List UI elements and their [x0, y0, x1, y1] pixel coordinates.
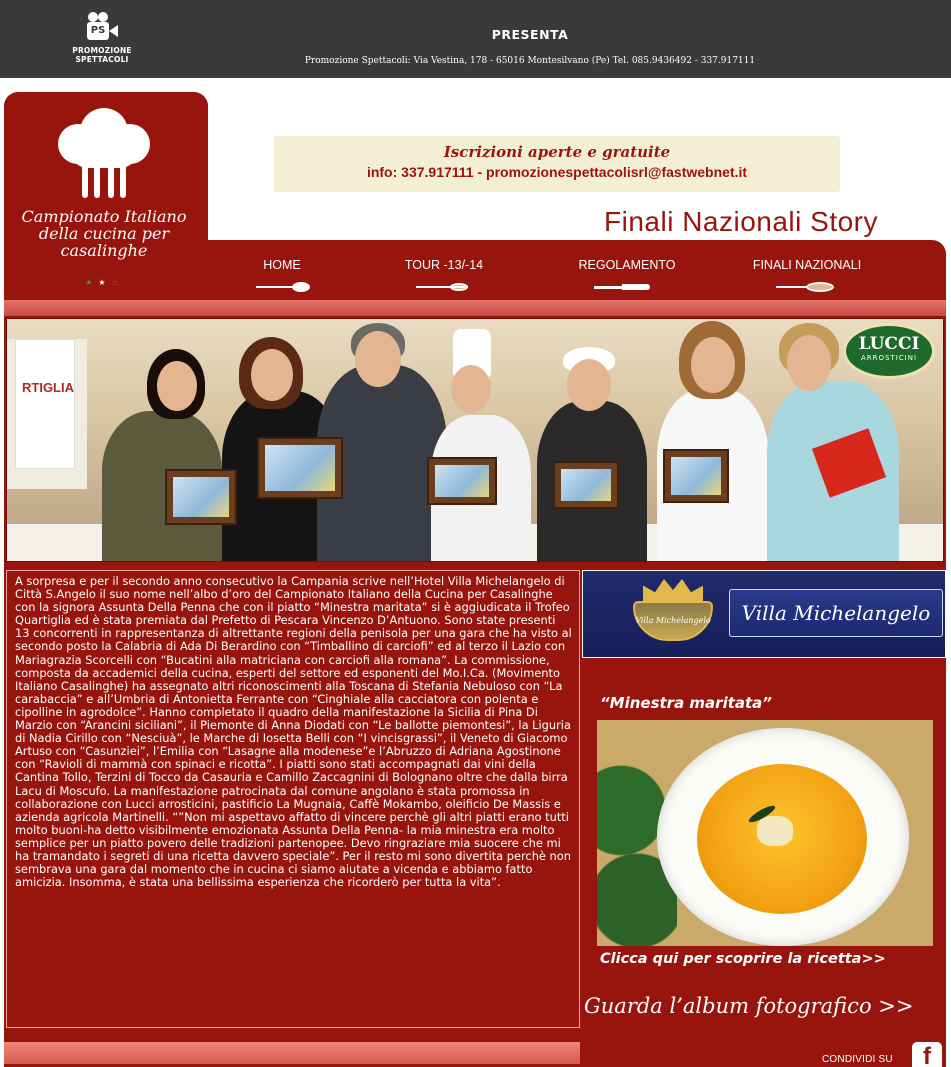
album-link[interactable]: Guarda l’album fotografico >>: [584, 994, 914, 1018]
fork-silhouette: [82, 154, 88, 198]
article-text: A sorpresa e per il secondo anno consecutivo la Campania scrive nell’Hotel Villa Michelangelo di Città S.Angelo il suo nome nell’albo d’oro del Campionato Italiano della Cucina per Casalinghe con la signora Assunta Della Penna che con il piatto “Minestra maritata” si è aggiudicata il Trofeo Quartiglia ed è stata premiata dal Prefetto di Pescara Vincenzo D’Antuono. Sono state presenti 13 concorrenti in rappresentanza di altrettante regioni della penisola per una gara che ha visto al secondo posto la Calabria di Ada Di Berardino con “Timballino di carciofi” ed al terzo il Lazio con Mariagrazia Scorcelli con “Bucatini alla matriciana con carciofi alla romana”. La commissione, composta da accademici della cucina, esperti del settore ed esponenti del Mo.I.Ca. (Movimento Italiano Casalinghe) ha assegnato altri riconoscimenti alla Toscana di Stefania Nebuloso con “La carabaccia” e all’Umbria di Antonietta Ferrante con “Cinghiale alla cacciatora con polenta e cipolline in agrodolce”. Hanno completato il quadro della manifestazione la Sicilia di Pina Di Marzio con “Arancini siciliani”, il Piemonte di Anna Diodati con “Le ballotte piemontesi”, la Liguria di Nadia Cirillo con “Nesciuà”, le Marche di Iosetta Belli con “I vincisgrassi”, il Veneto di Giacomo Artuso con “Casunziei”, l’Emilia con “Lasagne alla modenese”e l’Abruzzo di Adriana Agostinone con “Ravioli di mammà con spinaci e ricotta”. I piatti sono stati accompagnati dai vini della Cantina Tollo, Terzini di Tocco da Casauria e Camillo Zaccagnini di Bolognano oltre che dalla birra Lacu di Moscufo. La manifestazione patrocinata dal comune angolano è stata promossa in collaborazione con Lucci arrosticini, pastificio La Mugnaia, Caffè Mokambo, oleificio De Massis e azienda agricola Martinelli. “”Non mi aspettavo affatto di vincere perchè gli altri piatti erano tutti molto buoni-ha detto visibilmente emozionata Assunta Della Penna- la mia minestra era molto semplice per un piatto povero delle tradizioni partenopee. Devo ringraziare mia suocere che mi ha tramandato i segreti di una ricetta davvero speciale”. Per il resto mi sono divertita perchè non sembrava una gara dal momento che in cucina ci siamo aiutate a vicenda e abbiamo fatto amicizia. Insomma, è stata una bellissima esperienza che ricorderò per tutta la vita”.: [6, 570, 580, 1028]
winners-photo: [6, 318, 944, 562]
section-title: Finali Nazionali Story: [604, 206, 878, 237]
villa-name: Villa Michelangelo: [729, 589, 943, 637]
nav-finali-nazionali[interactable]: [740, 258, 874, 292]
nav-home[interactable]: [246, 258, 318, 292]
villa-michelangelo-banner[interactable]: [582, 570, 946, 658]
bottom-strip: [4, 1042, 580, 1064]
share-label[interactable]: CONDIVIDI SU: [822, 1054, 893, 1065]
fork-icon: [416, 282, 470, 292]
nav-tour[interactable]: [394, 258, 494, 292]
chef-hat-icon[interactable]: [56, 108, 152, 200]
dish-title: “Minestra maritata”: [600, 694, 772, 712]
logo-title-line2: della cucina per: [38, 224, 170, 243]
recipe-link[interactable]: Clicca qui per scoprire la ricetta>>: [600, 951, 886, 967]
registration-headline: Iscrizioni aperte e gratuite: [443, 143, 671, 161]
lucci-logo-sub: ARROSTICINI: [860, 354, 918, 362]
promozione-spettacoli-logo[interactable]: [64, 12, 140, 64]
logo-title-line3: casalinghe: [60, 241, 148, 260]
divider-strip: [4, 300, 946, 316]
knife-icon: [594, 282, 652, 292]
nav-regolamento[interactable]: [570, 258, 684, 292]
lucci-logo: [843, 323, 935, 379]
camera-icon: PS: [85, 12, 119, 42]
facebook-icon[interactable]: f: [912, 1042, 942, 1067]
presenta-label: PRESENTA: [491, 27, 569, 42]
address-details: Via Vestina, 178 - 65016 Montesilvano (Pe) Tel. 085.9436492 - 337.917111: [413, 56, 756, 66]
logo-name-line2: SPETTACOLI: [75, 55, 129, 64]
knife-silhouette: [94, 154, 100, 198]
lucci-logo-text: LUCCI: [858, 334, 920, 354]
nav-finali-label: FINALI NAZIONALI: [752, 258, 862, 272]
registration-banner: [274, 136, 840, 192]
sponsor-banner-left: RTIGLIA: [15, 339, 75, 469]
tricolor-stars-icon: ★★☆: [85, 278, 125, 287]
dish-photo[interactable]: [597, 720, 933, 946]
address-label: Promozione Spettacoli:: [304, 56, 411, 66]
whisk-icon: [776, 282, 836, 292]
nav-regolamento-label: REGOLAMENTO: [578, 258, 676, 272]
nav-home-label: HOME: [263, 258, 301, 272]
spoon-silhouette: [108, 154, 114, 198]
address-text: [260, 56, 800, 66]
registration-contact[interactable]: info: 337.917111 - promozionespettacolisrl@fastwebnet.it: [366, 164, 748, 180]
top-bar: [0, 0, 951, 78]
logo-title[interactable]: [14, 208, 194, 259]
villa-crest-icon: Villa Michelangelo: [629, 579, 717, 649]
logo-title-line1: Campionato Italiano: [21, 207, 187, 226]
nav-tour-label: TOUR -13/-14: [404, 258, 484, 272]
spoon-icon: [256, 282, 312, 292]
logo-name-line1: PROMOZIONE: [72, 46, 132, 55]
spatula-silhouette: [120, 154, 126, 198]
